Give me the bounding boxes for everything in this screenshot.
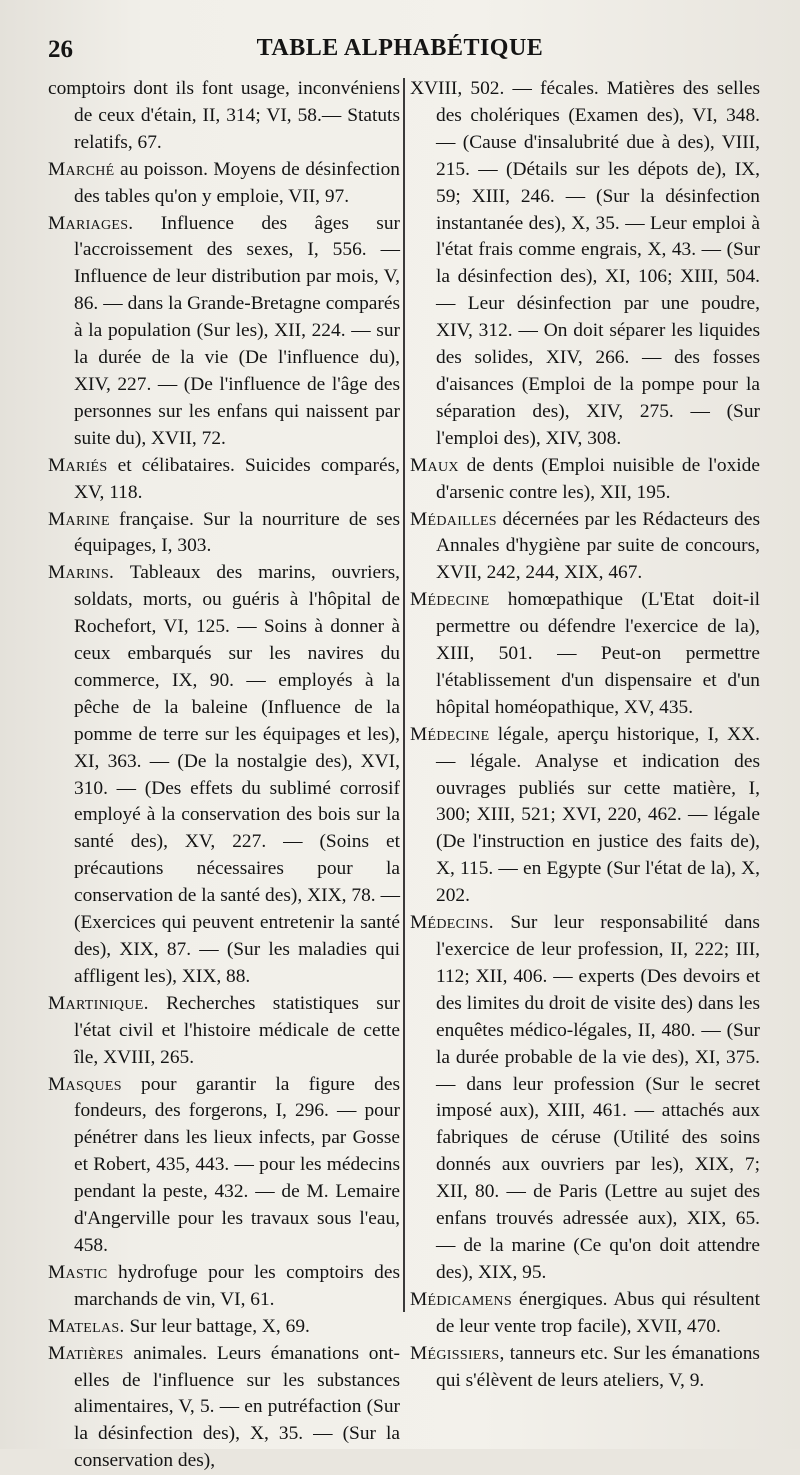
entry-text: de dents (Emploi nuisible de l'oxide d'arsenic contre les), XII, 195. bbox=[436, 454, 760, 503]
entry-text: Recherches statistiques sur l'état civil et l'histoire médicale de cette île, XVIII, 265. bbox=[74, 992, 400, 1068]
running-head: TABLE ALPHABÉTIQUE bbox=[256, 35, 544, 61]
index-entry bbox=[410, 453, 760, 507]
entry-head: Médicamens bbox=[410, 1288, 512, 1310]
entry-head: Maux bbox=[410, 454, 459, 476]
entry-text: Sur leur responsabilité dans l'exercice de leur profession, II, 222; III, 112; XII, 406. — experts (Des devoirs et des limites du droit de visite des) dans les enquêtes médico-légales, II, 480. — (Sur la durée probable de la vie des), XI, 375. — dans leur profession (Sur le secret imposé aux), XIII, 461. — attachés aux fabriques de céruse (Utilité des soins donnés aux ouvriers par les), XIX, 7; XII, 80. — de Paris (Lettre au sujet des enfans trouvés adressée aux), XIX, 65. — de la marine (Ce qu'on doit attendre des), XIX, 95. bbox=[436, 912, 760, 1283]
entry-text: comptoirs dont ils font usage, inconvéniens de ceux d'étain, II, 314; VI, 58.— Statuts relatifs, 67. bbox=[48, 78, 400, 153]
entry-head: Mariages. bbox=[48, 212, 134, 234]
entry-text: décernées par les Rédacteurs des Annales d'hygiène par suite de concours, XVII, 242, 244, XIX, 467. bbox=[436, 508, 760, 584]
entry-text: Sur leur battage, X, 69. bbox=[129, 1315, 310, 1337]
index-entry bbox=[48, 76, 400, 157]
entry-text: énergiques. Abus qui résultent de leur vente trop facile), XVII, 470. bbox=[436, 1288, 760, 1337]
index-entry bbox=[410, 910, 760, 1287]
entry-head: Médailles bbox=[410, 508, 497, 530]
entry-head: Marine bbox=[48, 508, 110, 530]
entry-head: Mariés bbox=[48, 454, 108, 476]
page-number: 26 bbox=[48, 36, 73, 63]
index-entry bbox=[48, 157, 400, 211]
index-entry bbox=[48, 991, 400, 1072]
entry-text: Influence des âges sur l'accroissement des sexes, I, 556. — Influence de leur distribution par mois, V, 86. — dans la Grande-Bretagne comparés à la population (Sur les), XII, 224. — sur la durée de la vie (De l'influence du), XIV, 227. — (De l'influence de l'âge des personnes sur les enfans qui naissent par suite du), XVII, 72. bbox=[74, 212, 400, 449]
entry-text: tanneurs etc. Sur les émanations qui s'élèvent de leurs ateliers, V, 9. bbox=[436, 1342, 760, 1391]
entry-head: Marché bbox=[48, 158, 115, 180]
entry-text: Tableaux des marins, ouvriers, soldats, morts, ou guéris à l'hôpital de Rochefort, VI, 125. — Soins à donner à ceux embarqués sur les navires du commerce, IX, 90. — employés à la pêche de la baleine (Influence de la pomme de terre sur les équipages et les), XI, 363. — (De la nostalgie des), XVI, 310. — (Des effets du sublimé corrosif employé à la conservation des bois sur la santé des), XV, 227. — (Soins et précautions nécessaires pour la conservation de la santé des), XIX, 78. — (Exercices qui peuvent entretenir la santé des), XIX, 87. — (Sur les maladies qui affligent les), XIX, 88. bbox=[74, 562, 401, 987]
entry-head: Matelas. bbox=[48, 1315, 125, 1337]
entry-text: au poisson. Moyens de désinfection des tables qu'on y emploie, VII, 97. bbox=[74, 158, 400, 207]
index-entry bbox=[410, 1287, 760, 1341]
index-entry bbox=[48, 211, 400, 453]
entry-text: XVIII, 502. — fécales. Matières des selles des cholériques (Examen des), VI, 348. — (Cause d'insalubrité due à des), VIII, 215. — (Détails sur les dépots de), IX, 59; XIII, 246. — (Sur la désinfection instantanée des), X, 35. — Leur emploi à l'état frais comme engrais, X, 43. — (Sur la désinfection des), XI, 106; XIII, 504. — Leur désinfection par une poudre, XIV, 312. — On doit séparer les liquides des solides, XIV, 266. — des fosses d'aisances (Emploi de la pompe pour la séparation des), XIV, 275. — (Sur l'emploi des), XIV, 308. bbox=[410, 78, 760, 449]
index-entry bbox=[410, 1341, 760, 1395]
index-entry bbox=[48, 560, 400, 991]
entry-text: animales. Leurs émanations ont-elles de l'influence sur les substances alimentaires, V, 5. — en putréfaction (Sur la désinfection des), X, 35. — (Sur la conservation des), bbox=[74, 1342, 400, 1472]
entry-head: Masques bbox=[48, 1073, 122, 1095]
entry-head: Matières bbox=[48, 1342, 124, 1364]
entry-text: française. Sur la nourriture de ses équipages, I, 303. bbox=[74, 508, 400, 557]
entry-head: Marins. bbox=[48, 562, 115, 584]
index-entry bbox=[410, 507, 760, 588]
entry-head: Martinique. bbox=[48, 992, 149, 1014]
index-entry bbox=[48, 507, 400, 561]
entry-text: pour garantir la figure des fondeurs, des forgerons, I, 296. — pour pénétrer dans les lieux infects, par Gosse et Robert, 435, 443. — pour les médecins pendant la peste, 432. — de M. Lemaire d'Angerville pour les travaux sous l'eau, 458. bbox=[74, 1073, 400, 1256]
entry-text: légale, aperçu historique, I, XX. — légale. Analyse et indication des ouvrages publiés sur cette matière, I, 300; XIII, 521; XVI, 220, 462. — légale (De l'instruction en justice des faits de), X, 115. — en Egypte (Sur l'état de la), X, 202. bbox=[436, 723, 760, 907]
column-divider bbox=[403, 78, 405, 1312]
index-entry bbox=[410, 76, 760, 453]
index-entry bbox=[48, 1341, 400, 1475]
entry-head: Médecine bbox=[410, 589, 490, 611]
index-entry bbox=[48, 1314, 400, 1341]
left-column bbox=[48, 76, 400, 1475]
entry-head: Mastic bbox=[48, 1261, 108, 1283]
entry-text: homœpathique (L'Etat doit-il permettre ou défendre l'exercice de la), XIII, 501. — Peut-on permettre l'établissement d'un dispensaire et d'un hôpital homéopathique, XV, 435. bbox=[436, 589, 760, 718]
index-entry bbox=[48, 1072, 400, 1260]
index-entry bbox=[410, 722, 760, 910]
index-entry bbox=[48, 453, 400, 507]
entry-text: et célibataires. Suicides comparés, XV, 118. bbox=[74, 454, 400, 503]
right-column bbox=[410, 76, 760, 1394]
entry-text: hydrofuge pour les comptoirs des marchands de vin, VI, 61. bbox=[74, 1261, 400, 1310]
entry-head: Mégissiers, bbox=[410, 1342, 505, 1364]
index-entry bbox=[410, 587, 760, 722]
entry-head: Médecins. bbox=[410, 912, 494, 934]
index-entry bbox=[48, 1260, 400, 1314]
entry-head: Médecine bbox=[410, 723, 490, 745]
